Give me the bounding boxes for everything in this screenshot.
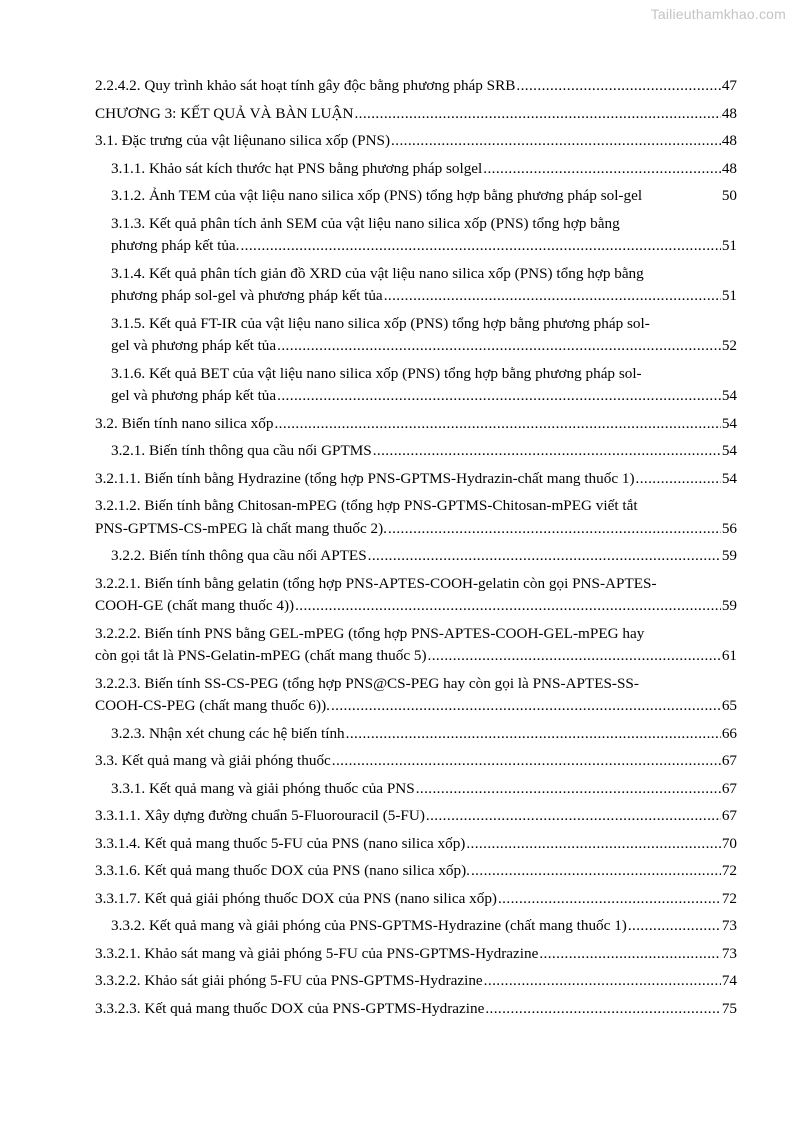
toc-entry-text: 3.1.5. Kết quả FT-IR của vật liệu nano silica xốp (PNS) tổng hợp bằng phương pháp sol- <box>111 314 650 332</box>
toc-page-number: 67 <box>721 752 737 769</box>
toc-page-number: 48 <box>721 104 737 122</box>
table-of-contents <box>95 75 737 1025</box>
toc-entry-text: 3.1.3. Kết quả phân tích ảnh SEM của vật liệu nano silica xốp (PNS) tổng hợp bằng <box>111 214 620 232</box>
toc-entry-text: 3.3.1.4. Kết quả mang thuốc 5-FU của PNS (nano silica xốp) <box>95 834 466 852</box>
toc-entry[interactable] <box>95 130 737 153</box>
toc-entry-text: phương pháp sol-gel và phương pháp kết tủa <box>111 287 383 304</box>
toc-entry-text: 3.2.2.1. Biến tính bằng gelatin (tổng hợp PNS-APTES-COOH-gelatin còn gọi PNS-APTES- <box>95 574 657 592</box>
dot-leader <box>471 860 721 883</box>
toc-entry-text: gel và phương pháp kết tủa <box>111 337 277 354</box>
toc-entry-text: 3.3.1.6. Kết quả mang thuốc DOX của PNS (nano silica xốp). <box>95 862 470 879</box>
toc-page-number: 52 <box>721 337 737 354</box>
toc-entry[interactable] <box>95 998 737 1021</box>
dot-leader <box>628 915 721 938</box>
toc-entry[interactable] <box>95 185 737 208</box>
toc-page-number: 59 <box>721 547 737 564</box>
dot-leader <box>466 833 720 856</box>
toc-page-number: 72 <box>721 862 737 879</box>
toc-entry-text: 3.3. Kết quả mang và giải phóng thuốc <box>95 752 331 769</box>
toc-entry[interactable] <box>95 158 737 181</box>
toc-entry-text: 3.2.1. Biến tính thông qua cầu nối GPTMS <box>111 442 372 459</box>
toc-entry-text: 3.2.1.1. Biến tính bằng Hydrazine (tổng hợp PNS-GPTMS-Hydrazin-chất mang thuốc 1) <box>95 469 635 487</box>
dot-leader <box>539 943 720 966</box>
toc-entry[interactable] <box>95 263 737 308</box>
toc-page-number: 67 <box>721 807 737 824</box>
toc-page-number: 56 <box>721 519 737 537</box>
toc-entry-text: phương pháp kết tủa. <box>111 237 240 254</box>
toc-entry-text: 3.2.3. Nhận xét chung các hệ biến tính <box>111 724 345 742</box>
toc-entry-text: 3.1.1. Khảo sát kích thước hạt PNS bằng phương pháp solgel <box>111 159 483 177</box>
toc-entry[interactable] <box>95 363 737 408</box>
dot-leader <box>277 385 721 408</box>
dot-leader <box>428 645 721 668</box>
toc-entry-text: 3.2.2. Biến tính thông qua cầu nối APTES <box>111 547 367 564</box>
toc-entry-text: PNS-GPTMS-CS-mPEG là chất mang thuốc 2). <box>95 519 387 537</box>
toc-entry[interactable] <box>95 313 737 358</box>
toc-entry-text: 3.2. Biến tính nano silica xốp <box>95 414 274 432</box>
toc-page-number: 67 <box>721 779 737 797</box>
toc-entry[interactable] <box>95 213 737 258</box>
toc-page-number: 54 <box>721 414 737 432</box>
toc-page-number: 47 <box>721 77 737 94</box>
dot-leader <box>274 413 720 436</box>
dot-leader <box>391 130 721 153</box>
toc-entry-text: 2.2.4.2. Quy trình khảo sát hoạt tính gây độc bằng phương pháp SRB <box>95 77 516 94</box>
toc-entry-text: 3.3.1.1. Xây dựng đường chuẩn 5-Fluorouracil (5-FU) <box>95 807 425 824</box>
toc-entry[interactable] <box>95 468 737 491</box>
dot-leader <box>331 695 721 718</box>
toc-entry[interactable] <box>95 888 737 911</box>
toc-entry[interactable] <box>95 103 737 126</box>
toc-entry[interactable] <box>95 75 737 98</box>
toc-entry-text: 3.2.2.3. Biến tính SS-CS-PEG (tổng hợp PNS@CS-PEG hay còn gọi là PNS-APTES-SS- <box>95 674 639 692</box>
toc-page-number: 54 <box>721 387 737 404</box>
toc-page-number: 54 <box>721 442 737 459</box>
dot-leader <box>416 778 721 801</box>
dot-leader <box>636 468 721 491</box>
toc-page-number: 51 <box>721 287 737 304</box>
dot-leader <box>483 158 721 181</box>
dot-leader <box>388 518 721 541</box>
toc-page-number: 75 <box>721 999 737 1017</box>
toc-entry-text: còn gọi tắt là PNS-Gelatin-mPEG (chất mang thuốc 5) <box>95 647 427 664</box>
toc-page-number: 74 <box>721 972 737 989</box>
dot-leader <box>484 970 721 993</box>
toc-entry[interactable] <box>95 943 737 966</box>
toc-page-number: 70 <box>721 834 737 852</box>
toc-page-number: 73 <box>721 917 737 934</box>
toc-entry-text: 3.3.1. Kết quả mang và giải phóng thuốc của PNS <box>111 779 415 797</box>
toc-entry-text: COOH-GE (chất mang thuốc 4)) <box>95 597 295 614</box>
dot-leader <box>373 440 721 463</box>
watermark-text: Tailieuthamkhao.com <box>650 6 786 22</box>
toc-entry-text: 3.2.1.2. Biến tính bằng Chitosan-mPEG (tổng hợp PNS-GPTMS-Chitosan-mPEG viết tắt <box>95 497 638 514</box>
toc-entry-text: 3.3.2.3. Kết quả mang thuốc DOX của PNS-GPTMS-Hydrazine <box>95 999 485 1017</box>
dot-leader <box>354 103 720 126</box>
toc-page-number: 66 <box>721 724 737 742</box>
toc-entry-text: gel và phương pháp kết tủa <box>111 387 277 404</box>
toc-entry-text: 3.1.2. Ảnh TEM của vật liệu nano silica xốp (PNS) tổng hợp bằng phương pháp sol-gel <box>111 187 643 204</box>
toc-entry-text: 3.3.2. Kết quả mang và giải phóng của PNS-GPTMS-Hydrazine (chất mang thuốc 1) <box>111 917 627 934</box>
toc-entry-text: COOH-CS-PEG (chất mang thuốc 6)). <box>95 697 330 714</box>
toc-entry[interactable] <box>95 573 737 618</box>
toc-entry-text: 3.2.2.2. Biến tính PNS bằng GEL-mPEG (tổng hợp PNS-APTES-COOH-GEL-mPEG hay <box>95 624 645 642</box>
toc-entry[interactable] <box>95 833 737 856</box>
dot-leader <box>384 285 721 308</box>
toc-entry[interactable] <box>95 440 737 463</box>
toc-page-number: 73 <box>721 944 737 962</box>
toc-entry[interactable] <box>95 723 737 746</box>
toc-entry[interactable] <box>95 860 737 883</box>
toc-page-number: 48 <box>721 159 737 177</box>
toc-entry-text: 3.1.6. Kết quả BET của vật liệu nano silica xốp (PNS) tổng hợp bằng phương pháp sol- <box>111 364 642 382</box>
dot-leader <box>426 805 721 828</box>
dot-leader <box>498 888 721 911</box>
toc-page-number: 48 <box>721 132 737 149</box>
toc-entry[interactable] <box>95 495 737 540</box>
toc-entry[interactable] <box>95 970 737 993</box>
toc-entry-text: 3.3.2.1. Khảo sát mang và giải phóng 5-FU của PNS-GPTMS-Hydrazine <box>95 944 539 962</box>
toc-entry-text: 3.1. Đặc trưng của vật liệunano silica xốp (PNS) <box>95 132 391 149</box>
toc-entry[interactable] <box>95 915 737 938</box>
toc-page-number: 72 <box>721 889 737 907</box>
toc-entry[interactable] <box>95 545 737 568</box>
toc-entry[interactable] <box>95 413 737 436</box>
dot-leader <box>516 75 720 98</box>
dot-leader <box>368 545 721 568</box>
toc-page-number: 50 <box>721 187 737 204</box>
toc-page-number: 51 <box>721 237 737 254</box>
toc-page-number: 65 <box>721 697 737 714</box>
dot-leader <box>277 335 721 358</box>
dot-leader <box>332 750 721 773</box>
toc-page-number: 59 <box>721 597 737 614</box>
toc-entry[interactable] <box>95 750 737 773</box>
toc-page-number: 61 <box>721 647 737 664</box>
toc-page-number: 54 <box>721 469 737 487</box>
toc-entry[interactable] <box>95 778 737 801</box>
toc-entry-text: CHƯƠNG 3: KẾT QUẢ VÀ BÀN LUẬN <box>95 104 354 122</box>
dot-leader <box>485 998 720 1021</box>
dot-leader <box>346 723 721 746</box>
toc-entry-text: 3.1.4. Kết quả phân tích giản đồ XRD của vật liệu nano silica xốp (PNS) tổng hợp bằng <box>111 264 644 282</box>
toc-entry[interactable] <box>95 623 737 668</box>
toc-entry-text: 3.3.2.2. Khảo sát giải phóng 5-FU của PNS-GPTMS-Hydrazine <box>95 972 483 989</box>
toc-entry[interactable] <box>95 805 737 828</box>
toc-entry-text: 3.3.1.7. Kết quả giải phóng thuốc DOX của PNS (nano silica xốp) <box>95 889 497 907</box>
toc-entry[interactable] <box>95 673 737 718</box>
dot-leader <box>295 595 721 618</box>
dot-leader <box>240 235 720 258</box>
